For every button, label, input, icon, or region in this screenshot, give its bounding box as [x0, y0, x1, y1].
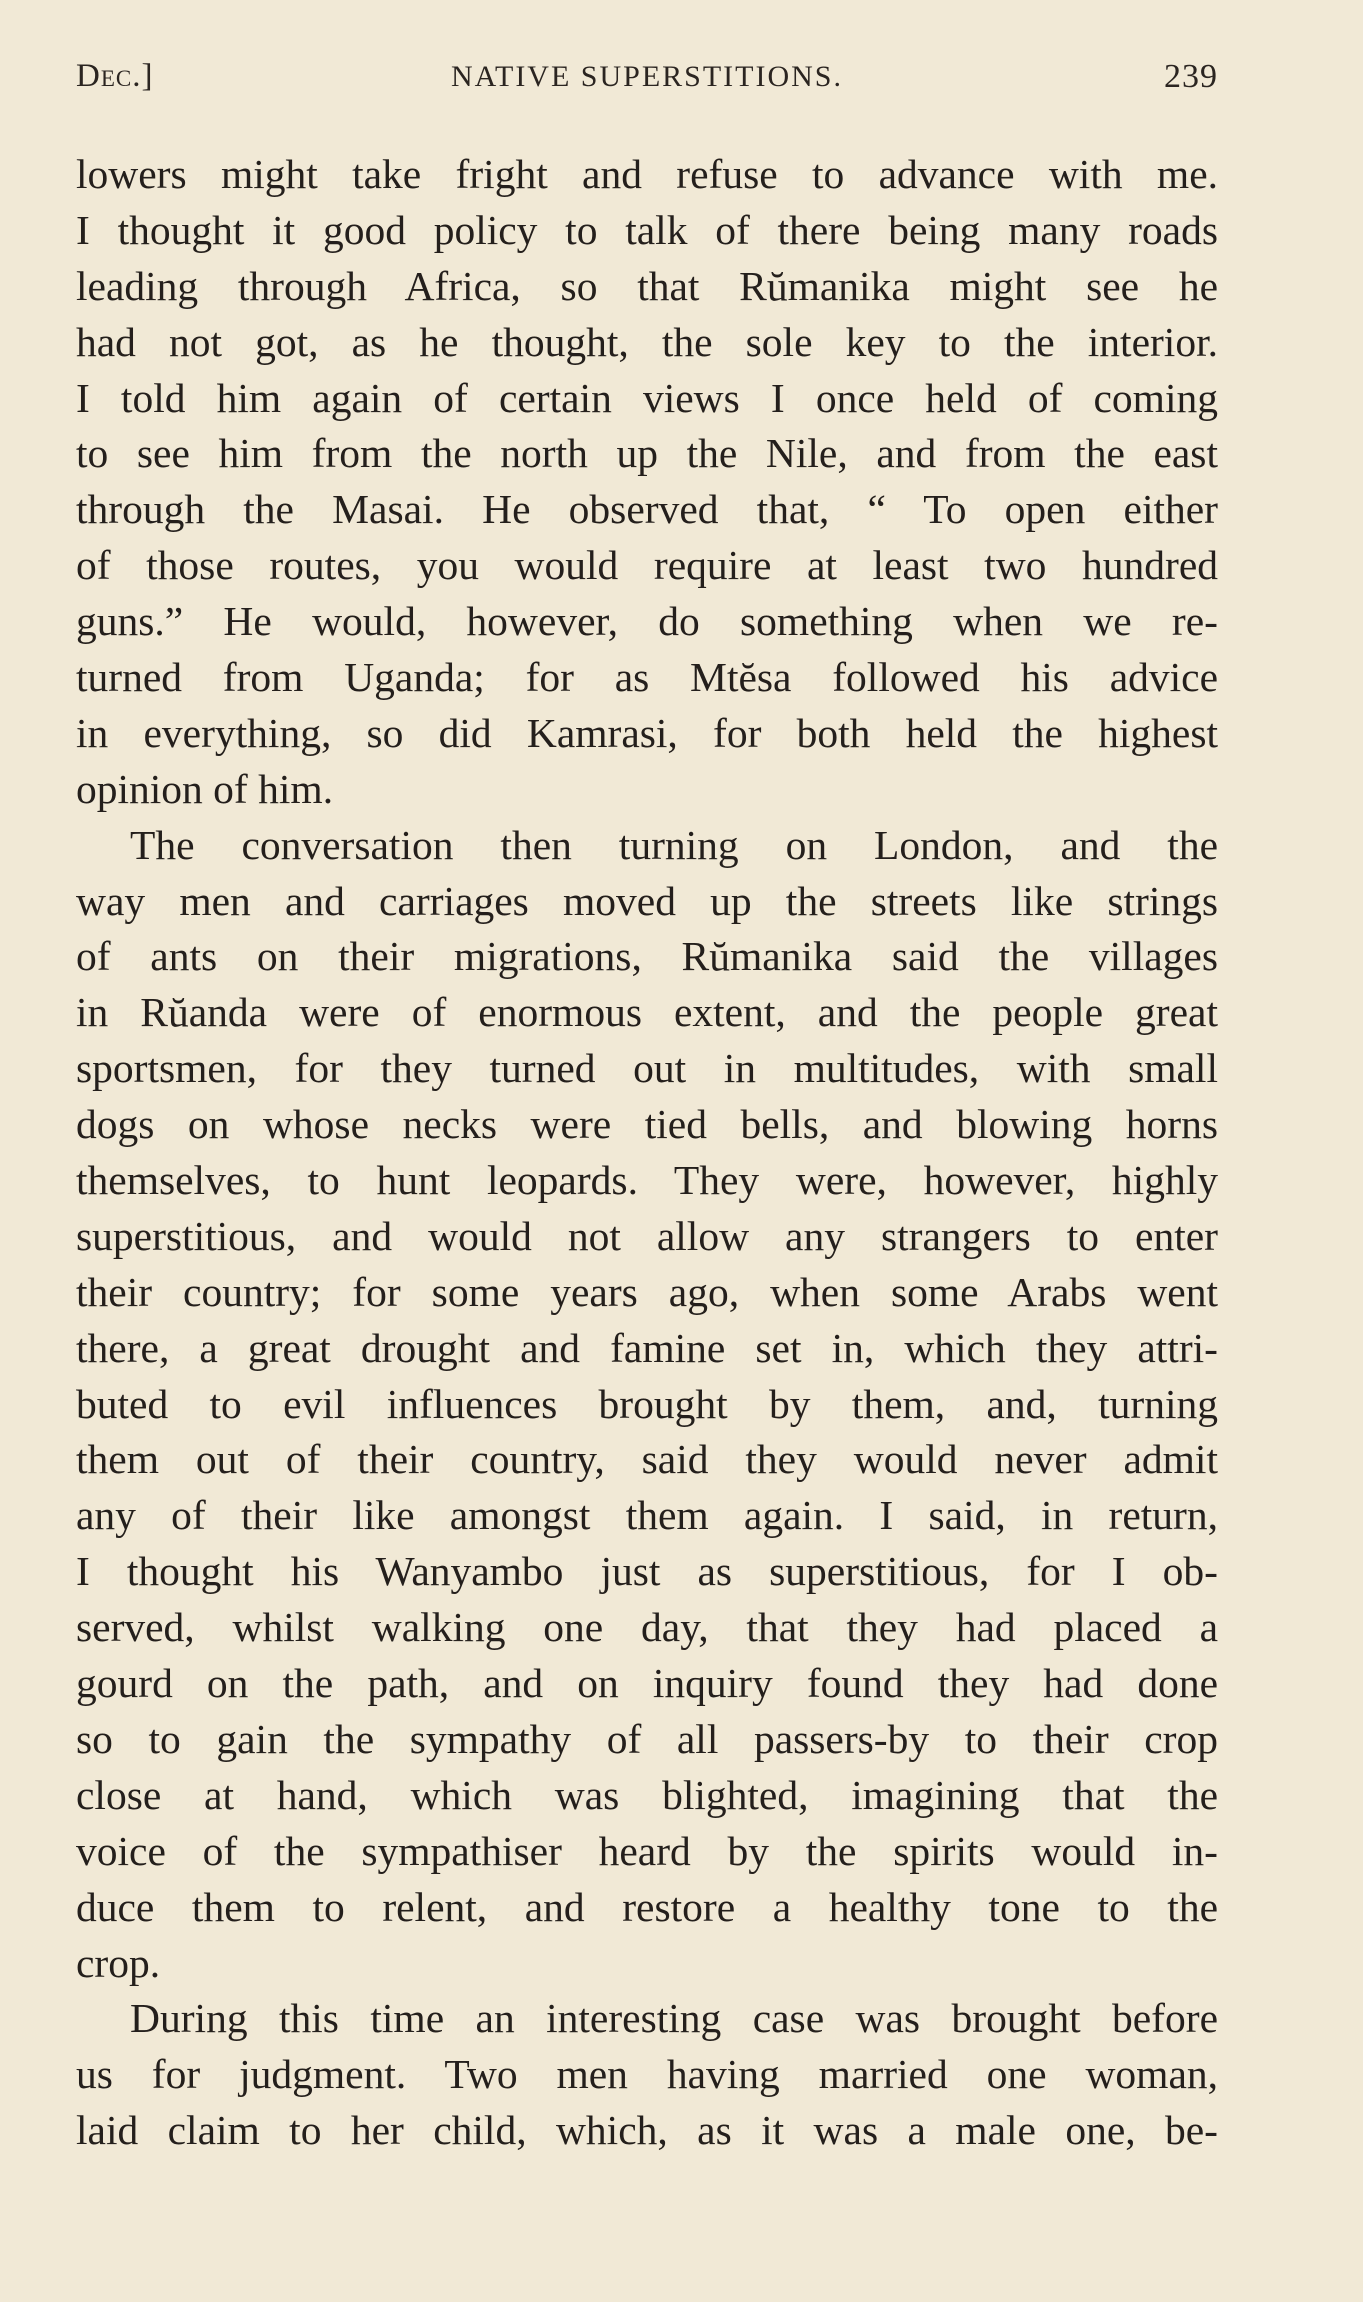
text-line: served, whilst walking one day, that they had placed a: [76, 1604, 1218, 1651]
text-line: way men and carriages moved up the streets like strings: [76, 877, 1218, 924]
text-line: to see him from the north up the Nile, and from the east: [76, 430, 1218, 477]
text-line: sportsmen, for they turned out in multitudes, with small: [76, 1045, 1218, 1092]
text-line: had not got, as he thought, the sole key to the interior.: [76, 318, 1218, 365]
text-line: crop.: [76, 1939, 161, 1986]
text-line: their country; for some years ago, when some Arabs went: [76, 1268, 1218, 1315]
text-line: themselves, to hunt leopards. They were, however, highly: [76, 1157, 1218, 1204]
text-line: I thought his Wanyambo just as superstitious, for I ob-: [76, 1548, 1218, 1595]
text-line: so to gain the sympathy of all passers-by to their crop: [76, 1715, 1218, 1762]
text-line: in Rŭanda were of enormous extent, and the people great: [76, 989, 1218, 1036]
running-head: [76, 58, 1218, 112]
text-line: of those routes, you would require at least two hundred: [76, 542, 1218, 589]
text-line: there, a great drought and famine set in, which they attri-: [76, 1324, 1218, 1371]
text-line: close at hand, which was blighted, imagining that the: [76, 1771, 1218, 1818]
text-line: superstitious, and would not allow any strangers to enter: [76, 1212, 1218, 1259]
text-line: leading through Africa, so that Rŭmanika might see he: [76, 262, 1218, 309]
text-line: guns.” He would, however, do something when we re-: [76, 598, 1218, 645]
text-line: The conversation then turning on London, and the: [130, 821, 1218, 868]
text-line: gourd on the path, and on inquiry found they had done: [76, 1660, 1218, 1707]
text-line: of ants on their migrations, Rŭmanika said the villages: [76, 933, 1218, 980]
text-line: us for judgment. Two men having married one woman,: [76, 2051, 1218, 2098]
page-number: 239: [1164, 58, 1218, 95]
header-month: Dec.]: [76, 58, 154, 94]
text-line: opinion of him.: [76, 765, 334, 812]
text-line: voice of the sympathiser heard by the spirits would in-: [76, 1827, 1218, 1874]
text-line: dogs on whose necks were tied bells, and blowing horns: [76, 1101, 1218, 1148]
text-line: through the Masai. He observed that, “ To open either: [76, 486, 1218, 533]
text-line: turned from Uganda; for as Mtĕsa followed his advice: [76, 654, 1218, 701]
text-line: duce them to relent, and restore a healthy tone to the: [76, 1883, 1218, 1930]
text-line: I told him again of certain views I once held of coming: [76, 374, 1218, 421]
body-text: [76, 147, 1218, 2159]
header-title: NATIVE SUPERSTITIONS.: [450, 60, 843, 93]
text-line: I thought it good policy to talk of there being many roads: [76, 206, 1218, 253]
text-line: them out of their country, said they would never admit: [76, 1436, 1218, 1483]
text-line: in everything, so did Kamrasi, for both held the highest: [76, 709, 1218, 756]
text-line: laid claim to her child, which, as it was a male one, be-: [76, 2107, 1218, 2154]
text-line: During this time an interesting case was brought before: [130, 1995, 1218, 2042]
text-line: any of their like amongst them again. I said, in return,: [76, 1492, 1218, 1539]
text-line: buted to evil influences brought by them, and, turning: [76, 1380, 1218, 1427]
text-line: lowers might take fright and refuse to advance with me.: [76, 151, 1218, 197]
